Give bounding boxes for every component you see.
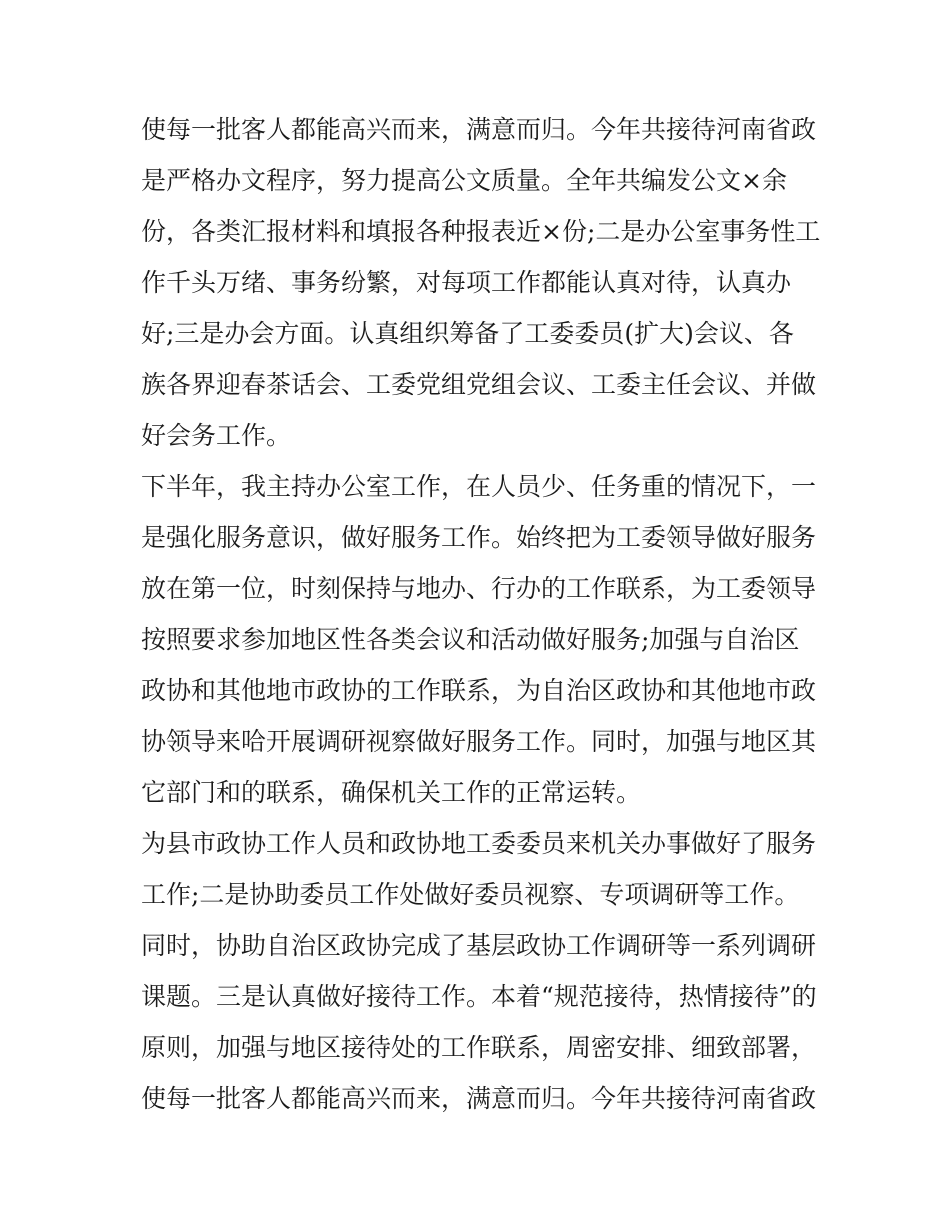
text-line: 协领导来哈开展调研视察做好服务工作。同时，加强与地区其 — [141, 727, 817, 756]
body-text — [141, 104, 821, 1124]
text-line: 工作;二是协助委员工作处做好委员视察、专项调研等工作。 — [141, 880, 800, 909]
text-line: 是严格办文程序，努力提高公文质量。全年共编发公文×余 — [141, 166, 787, 195]
text-line: 是强化服务意识，做好服务工作。始终把为工委领导做好服务 — [141, 523, 817, 552]
text-line: 作千头万绪、事务纷繁，对每项工作都能认真对待，认真办 — [141, 268, 792, 297]
text-line: 为县市政协工作人员和政协地工委委员来机关办事做好了服务 — [141, 829, 817, 858]
text-line: 好会务工作。 — [141, 421, 292, 450]
text-line: 好;三是办会方面。认真组织筹备了工委委员(扩大)会议、各 — [141, 319, 794, 348]
text-line: 使每一批客人都能高兴而来，满意而归。今年共接待河南省政 — [141, 1084, 817, 1113]
text-line: 按照要求参加地区性各类会议和活动做好服务;加强与自治区 — [141, 625, 800, 654]
text-line: 份，各类汇报材料和填报各种报表近×份;二是办公室事务性工 — [141, 217, 821, 246]
text-line: 下半年，我主持办公室工作，在人员少、任务重的情况下，一 — [141, 472, 817, 501]
text-line: 它部门和的联系，确保机关工作的正常运转。 — [141, 778, 642, 807]
text-line: 族各界迎春茶话会、工委党组党组会议、工委主任会议、并做 — [141, 370, 817, 399]
text-line: 放在第一位，时刻保持与地办、行办的工作联系，为工委领导 — [141, 574, 817, 603]
text-line: 政协和其他地市政协的工作联系，为自治区政协和其他地市政 — [141, 676, 817, 705]
text-line: 使每一批客人都能高兴而来，满意而归。今年共接待河南省政 — [141, 115, 817, 144]
text-line: 课题。三是认真做好接待工作。本着“规范接待，热情接待”的 — [141, 982, 817, 1011]
text-line: 原则，加强与地区接待处的工作联系，周密安排、细致部署， — [141, 1033, 817, 1062]
text-line: 同时，协助自治区政协完成了基层政协工作调研等一系列调研 — [141, 931, 817, 960]
